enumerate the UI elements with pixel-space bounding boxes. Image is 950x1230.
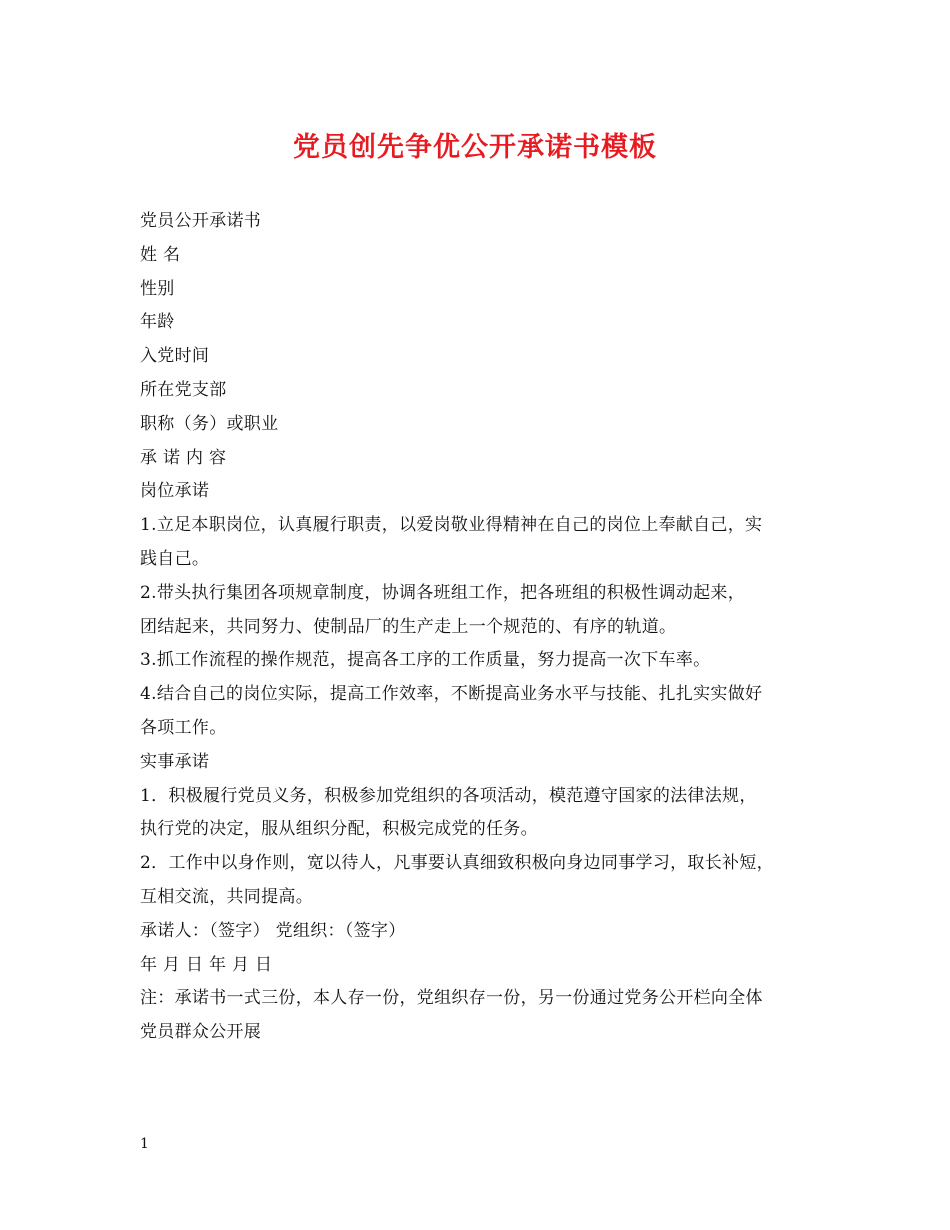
text-line: 1.立足本职岗位，认真履行职责，以爱岗敬业得精神在自己的岗位上奉献自己，实 [140,515,763,536]
text-line: 承 诺 内 容 [140,447,227,468]
text-line: 入党时间 [140,346,210,367]
text-line: 执行党的决定，服从组织分配，积极完成党的任务。 [140,819,538,840]
text-line: 岗位承诺 [140,481,210,502]
text-line: 3.抓工作流程的操作规范，提高各工序的工作质量，努力提高一次下车率。 [140,650,711,671]
text-line: 互相交流，共同提高。 [140,886,313,907]
text-line: 性别 [140,278,175,299]
text-line: 年 月 日 年 月 日 [140,954,273,975]
page-number: 1 [140,1136,149,1152]
text-line: 1．积极履行党员义务，积极参加党组织的各项活动，模范遵守国家的法律法规， [140,785,757,806]
text-line: 2．工作中以身作则，宽以待人，凡事要认真细致积极向身边同事学习，取长补短， [140,853,774,874]
text-line: 团结起来，共同努力、使制品厂的生产走上一个规范的、有序的轨道。 [140,616,677,637]
text-line: 践自己。 [140,548,210,569]
text-line: 注：承诺书一式三份，本人存一份，党组织存一份，另一份通过党务公开栏向全体 [140,988,763,1009]
text-line: 党员公开承诺书 [140,211,262,231]
text-line: 所在党支部 [140,379,227,400]
document-title: 党员创先争优公开承诺书模板 [293,132,657,163]
text-line: 2.带头执行集团各项规章制度，协调各班组工作，把各班组的积极性调动起来， [140,582,746,603]
text-line: 实事承诺 [140,751,210,772]
document-body [140,205,830,1050]
text-line: 职称（务）或职业 [140,413,279,434]
text-line: 姓 名 [140,244,181,265]
text-line: 年龄 [140,312,175,333]
text-line: 4.结合自己的岗位实际，提高工作效率，不断提高业务水平与技能、扎扎实实做好 [140,684,763,705]
text-line: 各项工作。 [140,717,227,738]
text-line: 党员群众公开展 [140,1022,262,1043]
text-line: 承诺人：（签字） 党组织：（签字） [140,920,406,941]
